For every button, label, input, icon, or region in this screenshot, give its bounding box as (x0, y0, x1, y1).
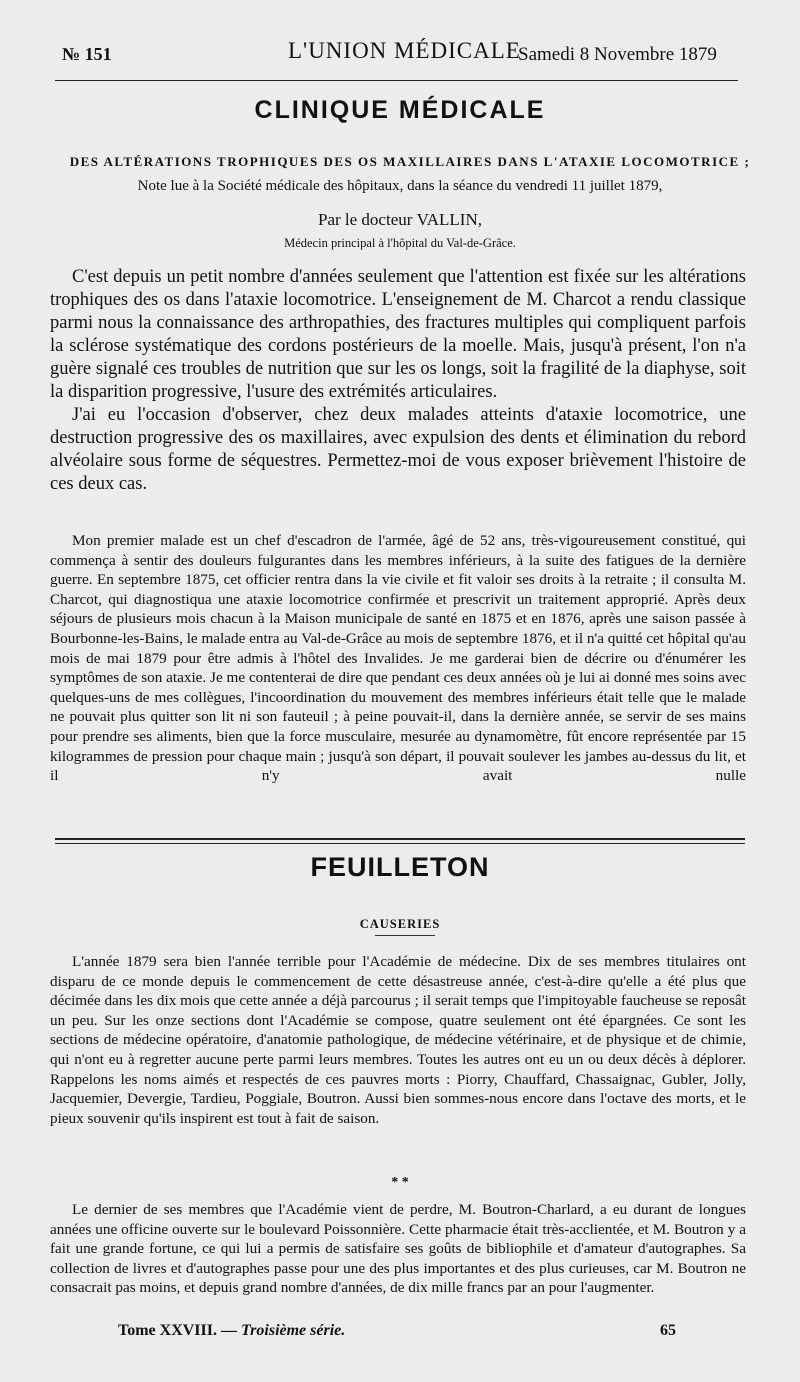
causeries-rule (375, 935, 435, 936)
article-title: DES ALTÉRATIONS TROPHIQUES DES OS MAXILLAIRES DANS L'ATAXIE LOCOMOTRICE ; (69, 154, 751, 169)
paragraph: C'est depuis un petit nombre d'années seulement que l'attention est fixée sur les altérations trophiques des os dans l'ataxie locomotrice. L'enseignement de M. Charcot a rendu classique parmi nous la connaissance des arthropathies, des fractures multiples qui compliquent parfois la sclérose systématique des cordons postérieurs de la moelle. Mais, jusqu'à présent, l'on n'a guère signalé ces troubles de nutrition que sur les os longs, soit la fragilité de la diaphyse, soit la disparition progressive, l'usure des extrémités articulaires. (50, 267, 746, 402)
author-affiliation: Médecin principal à l'hôpital du Val-de-Grâce. (284, 236, 516, 250)
author-prefix: Par le docteur (318, 210, 417, 229)
paragraph: Mon premier malade est un chef d'escadron de l'armée, âgé de 52 ans, très-vigoureusement constitué, qui commença à sentir des douleurs fulgurantes dans les membres inférieurs, à la suite des fatigues de la dernière guerre. En septembre 1875, cet officier rentra dans la vie civile et fit valoir ses droits à la retraite ; il consulta M. Charcot, qui diagnostiqua une ataxie locomotrice confirmée et prescrivit un traitement approprié. Après deux séjours de plusieurs mois chacun à la Maison municipale de santé en 1875 et en 1876, après une saison passée à Bourbonne-les-Bains, le malade entra au Val-de-Grâce au mois de septembre 1876, et il n'a quitté cet hôpital qu'au mois de mai 1879 pour être admis à l'hôtel des Invalides. Je me garderai bien de décrire ou d'énumérer les symptômes de son ataxie. Je me contenterai de dire que pendant ces deux années où je lui ai donné mes soins avec quelques-uns de mes collègues, l'incoordination du mouvement des membres inférieurs était telle que le malade ne pouvait plus quitter son lit ni son fauteuil ; à peine pouvait-il, dans la dernière année, se servir de ses mains pour prendre ses aliments, bien que la force musculaire, mesurée au dynamomètre, fût encore représentée par 15 kilogrammes de pression pour chaque main ; jusqu'à son départ, il pouvait soulever les jambes au-dessus du lit, et il n'y avait nulle (50, 532, 746, 785)
article-body (50, 531, 746, 786)
volume-info (118, 1322, 345, 1340)
article-note: Note lue à la Société médicale des hôpitaux, dans la séance du vendredi 11 juillet 1879, (137, 178, 663, 194)
author-name: VALLIN, (416, 210, 482, 229)
feuilleton-body (50, 952, 746, 1128)
issue-number: № 151 (62, 44, 112, 64)
feuilleton-body-2 (50, 1200, 746, 1298)
journal-title: L'UNION MÉDICALE (288, 38, 521, 63)
causeries-title: CAUSERIES (359, 917, 441, 931)
issue-date: Samedi 8 Novembre 1879 (518, 44, 717, 65)
feuilleton-title: FEUILLETON (310, 852, 490, 882)
header-rule (55, 80, 738, 81)
section-separator: * * (391, 1175, 409, 1190)
serie-label: Troisième série. (240, 1322, 346, 1339)
tome-label: Tome XXVIII. — (118, 1322, 241, 1339)
article-intro (50, 266, 746, 496)
feuilleton-rule (55, 838, 745, 844)
page-number: 65 (660, 1322, 676, 1339)
paragraph: Le dernier de ses membres que l'Académie vient de perdre, M. Boutron-Charlard, a eu durant de longues années une officine ouverte sur le boulevard Poissonnière. Cette pharmacie était très-acclientée, et M. Boutron y a fait une grande fortune, ce qui lui a permis de satisfaire ses goûts de bibliophile et d'amateur d'autographes. Sa collection de livres et d'autographes passe pour une des plus importantes et des plus curieuses, car M. Boutron ne consacrait pas moins, et depuis grand nombre d'années, de dix mille francs par an pour l'augmenter. (50, 1201, 746, 1297)
article-author (0, 210, 800, 230)
paragraph: L'année 1879 sera bien l'année terrible pour l'Académie de médecine. Dix de ses membres titulaires ont disparu de ce monde depuis le commencement de cette désastreuse année, c'est-à-dire qu'elle a été plus que décimée dans les dix mois que cette année a déjà parcourus ; il serait temps que l'impitoyable faucheuse se reposât un peu. Sur les onze sections dont l'Académie se compose, quatre seulement ont été épargnées. Ce sont les sections de médecine opératoire, d'anatomie pathologique, de médecine vétérinaire, et de physique et de chimie, qui n'ont eu à regretter aucune perte parmi leurs membres. Toutes les autres ont eu un ou deux décès à déplorer. Rappelons les noms aimés et respectés de ces pauvres morts : Piorry, Chauffard, Chassaignac, Gubler, Jolly, Jacquemier, Devergie, Tardieu, Poggiale, Boutron. Aussi bien sommes-nous encore dans l'octave des morts, et le pieux souvenir qu'ils inspirent est tout à fait de saison. (50, 953, 746, 1127)
section-title: CLINIQUE MÉDICALE (254, 96, 546, 124)
paragraph: J'ai eu l'occasion d'observer, chez deux malades atteints d'ataxie locomotrice, une destruction progressive des os maxillaires, avec expulsion des dents et élimination du rebord alvéolaire sous forme de séquestres. Permettez-moi de vous exposer brièvement l'histoire de ces deux cas. (50, 405, 746, 494)
